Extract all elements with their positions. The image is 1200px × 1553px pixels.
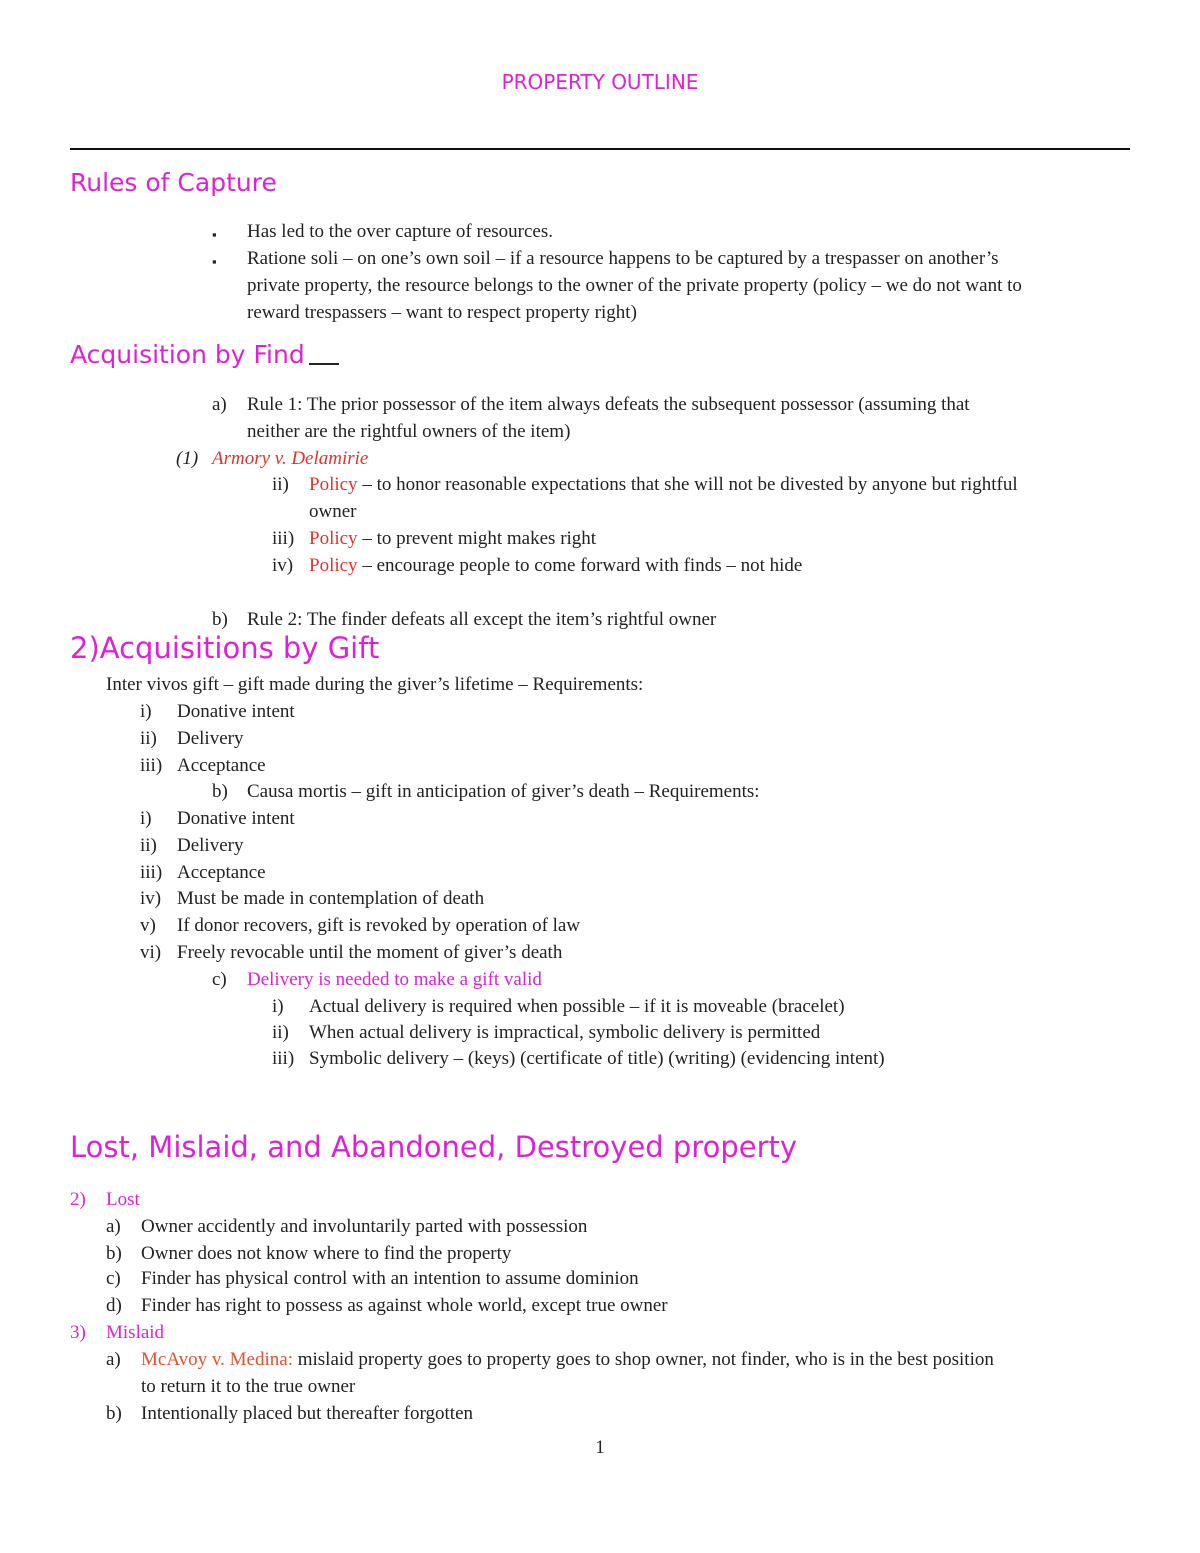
bullet-icon: ▪ [212,254,217,269]
mislaid-marker-a: a) [106,1349,121,1370]
lost-label: Lost [106,1189,140,1210]
case-mcavoy-v-medina: McAvoy v. Medina: [141,1349,293,1370]
find-rule-1-line-2: neither are the rightful owners of the item) [247,421,571,442]
section-heading-find-text: Acquisition by Find [70,340,305,369]
lost-marker: 2) [70,1189,86,1210]
list-item: If donor recovers, gift is revoked by operation of law [177,915,581,936]
page-title: PROPERTY OUTLINE [501,70,699,94]
find-rule-1-line-1: Rule 1: The prior possessor of the item always defeats the subsequent possessor (assuming that [247,394,970,415]
policy-line-iii [309,525,596,552]
policy-line-ii-cont: owner [309,501,357,522]
capture-bullet-2-line-3: reward trespassers – want to respect property right) [247,302,637,323]
policy-text: – to prevent might makes right [357,528,597,549]
list-item: Acceptance [177,862,266,883]
gift-causa-mortis: Causa mortis – gift in anticipation of giver’s death – Requirements: [247,781,760,802]
list-marker: i) [140,701,152,722]
capture-bullet-1: Has led to the over capture of resources. [247,221,553,242]
policy-line-ii [309,471,1018,498]
list-item: Finder has right to possess as against whole world, except true owner [141,1295,668,1316]
heading-underline [309,359,339,365]
section-heading-capture: Rules of Capture [70,168,277,197]
policy-text: – encourage people to come forward with finds – not hide [357,555,803,576]
list-marker: iii) [140,755,163,776]
list-item: When actual delivery is impractical, symbolic delivery is permitted [309,1022,821,1043]
list-item: Owner does not know where to find the property [141,1243,512,1264]
list-item: Must be made in contemplation of death [177,888,485,909]
list-item: Finder has physical control with an intention to assume dominion [141,1268,639,1289]
list-item: Freely revocable until the moment of giver’s death [177,942,563,963]
gift-inter-vivos-intro: Inter vivos gift – gift made during the giver’s lifetime – Requirements: [106,674,644,695]
find-marker-b: b) [212,609,228,630]
list-marker: c) [106,1268,121,1289]
header-divider [70,148,1130,150]
mislaid-rule-b: Intentionally placed but thereafter forgotten [141,1403,474,1424]
case-armory-v-delamirie: Armory v. Delamirie [212,448,369,469]
list-marker: ii) [140,835,157,856]
section-heading-lost: Lost, Mislaid, and Abandoned, Destroyed property [70,1130,798,1164]
list-marker: i) [272,996,284,1017]
mislaid-label: Mislaid [106,1322,165,1343]
policy-label: Policy [309,474,358,495]
policy-label: Policy [309,555,358,576]
section-heading-find [70,340,339,369]
policy-text: – to honor reasonable expectations that she will not be divested by anyone but rightful [357,474,1018,495]
mislaid-rule-line-1 [141,1346,994,1373]
page-number: 1 [595,1437,605,1458]
list-item: Delivery [177,728,244,749]
capture-bullet-2-line-1: Ratione soli – on one’s own soil – if a resource happens to be captured by a trespasser on another’s [247,248,999,269]
find-rule-2: Rule 2: The finder defeats all except the item’s rightful owner [247,609,717,630]
policy-marker-ii: ii) [272,474,289,495]
section-heading-gift: 2)Acquisitions by Gift [70,631,380,665]
gift-marker-b: b) [212,781,228,802]
policy-marker-iv: iv) [272,555,294,576]
list-item: Owner accidently and involuntarily parted with possession [141,1216,588,1237]
list-marker: a) [106,1216,121,1237]
list-marker: ii) [272,1022,289,1043]
capture-bullet-2-line-2: private property, the resource belongs to the owner of the private property (policy – we do not want to [247,275,1022,296]
list-marker: i) [140,808,152,829]
policy-marker-iii: iii) [272,528,295,549]
mislaid-rule-text: mislaid property goes to property goes to shop owner, not finder, who is in the best position [292,1349,994,1370]
bullet-icon: ▪ [212,227,217,242]
find-marker-a: a) [212,394,227,415]
gift-marker-c: c) [212,969,227,990]
mislaid-marker: 3) [70,1322,86,1343]
list-item: Actual delivery is required when possible – if it is moveable (bracelet) [309,996,845,1017]
list-marker: vi) [140,942,162,963]
list-marker: iv) [140,888,162,909]
list-marker: iii) [272,1048,295,1069]
list-item: Symbolic delivery – (keys) (certificate of title) (writing) (evidencing intent) [309,1048,885,1069]
list-marker: iii) [140,862,163,883]
list-item: Acceptance [177,755,266,776]
case-marker-1: (1) [176,448,199,469]
policy-label: Policy [309,528,358,549]
mislaid-marker-b: b) [106,1403,122,1424]
list-item: Donative intent [177,808,295,829]
list-marker: v) [140,915,156,936]
policy-line-iv [309,552,802,579]
list-marker: b) [106,1243,122,1264]
list-item: Donative intent [177,701,295,722]
list-marker: ii) [140,728,157,749]
list-marker: d) [106,1295,122,1316]
list-item: Delivery [177,835,244,856]
mislaid-rule-line-2: to return it to the true owner [141,1376,356,1397]
gift-delivery-heading: Delivery is needed to make a gift valid [247,969,542,990]
